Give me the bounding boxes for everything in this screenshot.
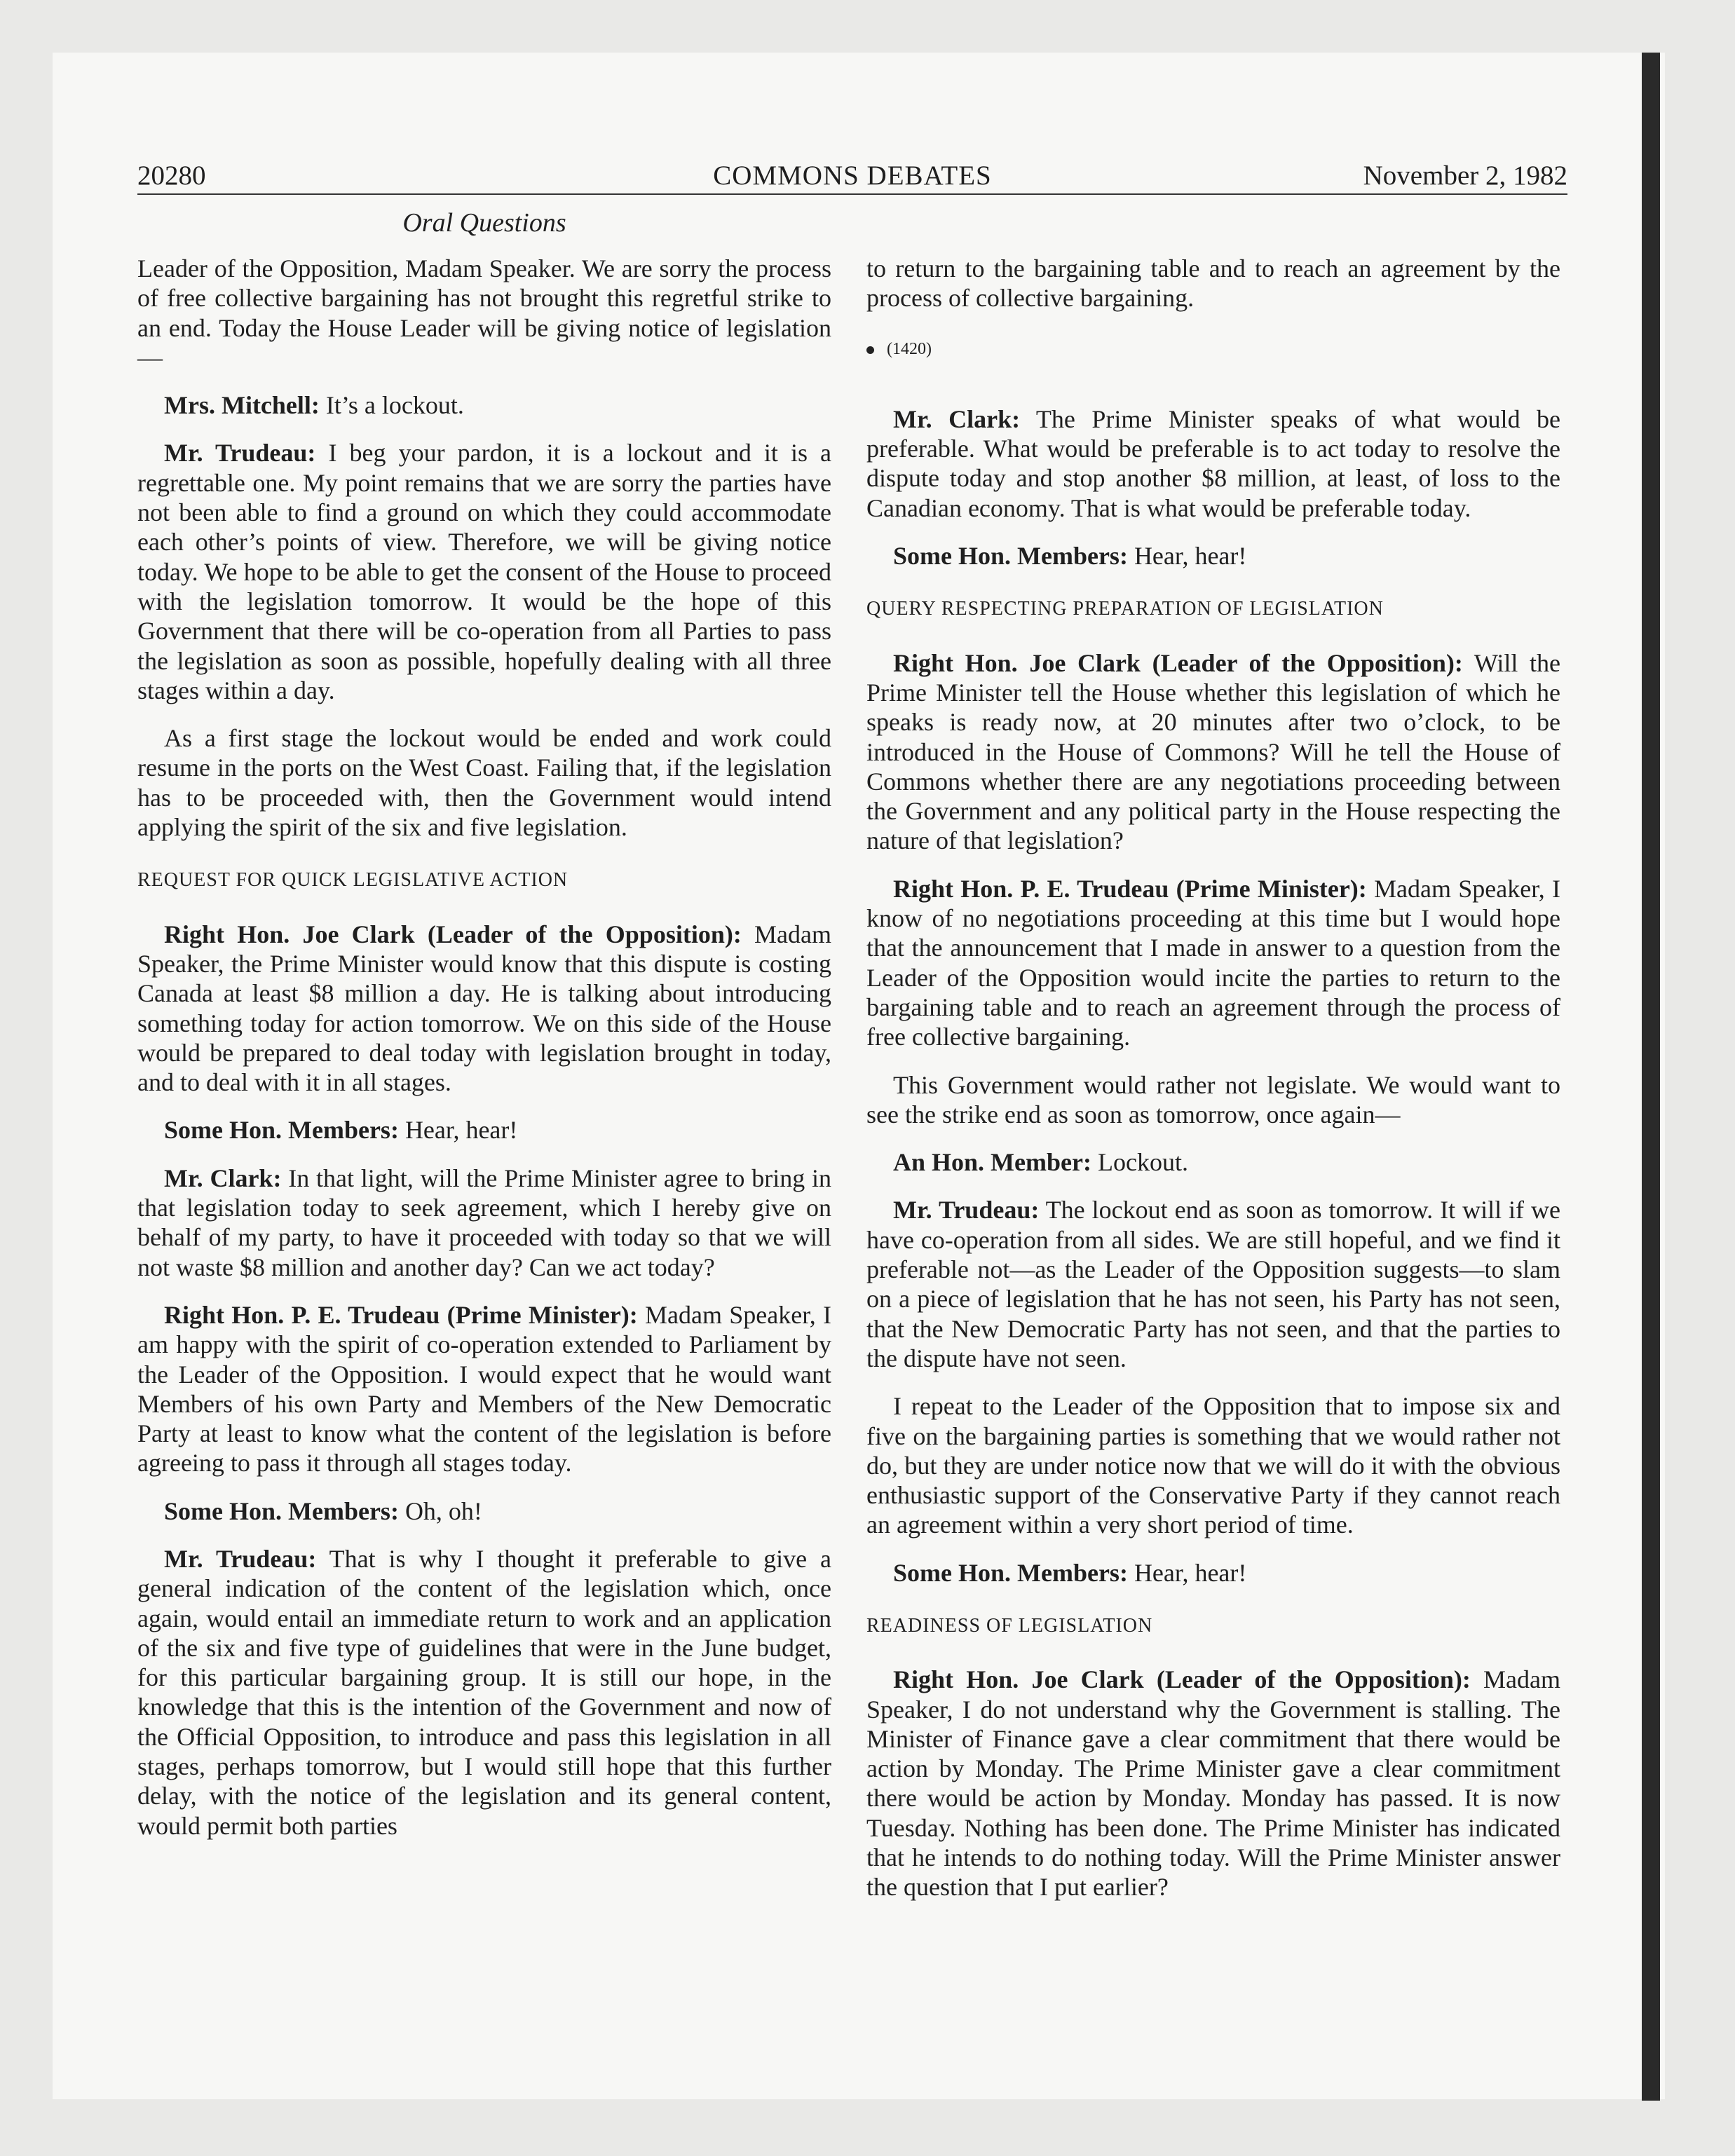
speaker-name: Right Hon. P. E. Trudeau (Prime Minister): <box>164 1300 638 1329</box>
paragraph <box>137 438 831 705</box>
speaker-name: Right Hon. Joe Clark (Leader of the Opposition): <box>893 648 1463 677</box>
paragraph <box>137 1300 831 1478</box>
paragraph <box>137 1115 831 1145</box>
paragraph <box>866 1147 1560 1177</box>
speech-text: Hear, hear! <box>398 1116 518 1145</box>
paragraph <box>866 1195 1560 1373</box>
right-column <box>866 254 1560 1920</box>
speech-text: Madam Speaker, I am happy with the spirit of co-operation extended to Parliament by the Leader of the Opposition. I would expect that he would want Members of his own Party and Members of the New Democratic Party at least to know what the content of the legislation is before agreeing to pass it through all stages today. <box>137 1300 831 1478</box>
speech-text: That is why I thought it preferable to give a general indication of the content of the legislation which, once again, would entail an immediate return to work and an application of the six and five type of guidelines that were in the June budget, for this particular bargaining group. It is still our hope, in the knowledge that this is the intention of the Government and now of the Official Opposition, to introduce and pass this legislation in all stages, perhaps tomorrow, but I would still hope that this further delay, with the notice of the legislation and its general content, would permit both parties <box>137 1544 831 1840</box>
speaker-name: Some Hon. Members: <box>893 1558 1128 1587</box>
header-rule <box>137 193 1567 195</box>
speaker-name: Mr. Trudeau: <box>164 1544 317 1573</box>
speaker-name: An Hon. Member: <box>893 1148 1091 1177</box>
speech-text: It’s a lockout. <box>319 391 464 420</box>
speech-text: I beg your pardon, it is a lockout and it is a regrettable one. My point remains that we are sorry the parties have not been able to find a ground on which they could accommodate each other’s points of view. Therefore, we will be giving notice today. We hope to be able to get the consent of the House to proceed with the legislation tomorrow. It would be the hope of this Government that there will be co-operation from all Parties to pass the legislation as soon as possible, hopefully dealing with all three stages within a day. <box>137 439 831 704</box>
speech-text: Oh, oh! <box>398 1496 482 1525</box>
speech-text: In that light, will the Prime Minister agree to bring in that legislation today to seek agreement, which I hereby give on behalf of my party, to have it proceeded with today so that we will not waste $8 million and another day? Can we act today? <box>137 1164 831 1281</box>
paragraph <box>866 1558 1560 1588</box>
speaker-name: Mrs. Mitchell: <box>164 391 320 420</box>
paragraph <box>866 541 1560 571</box>
page-edge-shadow <box>1642 53 1660 2101</box>
speaker-name: Right Hon. Joe Clark (Leader of the Opposition): <box>164 920 742 948</box>
speaker-name: Right Hon. P. E. Trudeau (Prime Minister): <box>893 874 1367 903</box>
subheading: READINESS OF LEGISLATION <box>866 1614 1153 1637</box>
speech-text: Madam Speaker, I know of no negotiations proceeding at this time but I would hope that the announcement that I made in answer to a question from the Leader of the Opposition would incite the parties to return to the bargaining table and to reach an agreement through the process of free collective bargaining. <box>866 874 1560 1051</box>
speech-text: Hear, hear! <box>1127 1558 1247 1587</box>
paragraph <box>866 404 1560 523</box>
paragraph: As a first stage the lockout would be ended and work could resume in the ports on the West Coast. Failing that, if the legislation has to be proceeded with, then the Government would intend applying the spirit of the six and five legislation. <box>137 724 831 842</box>
speaker-name: Mr. Trudeau: <box>893 1196 1040 1224</box>
time-marker <box>866 334 1560 364</box>
speech-text: Lockout. <box>1091 1148 1188 1177</box>
speaker-name: Some Hon. Members: <box>893 542 1128 571</box>
speaker-name: Mr. Clark: <box>164 1164 282 1192</box>
speech-text: Will the Prime Minister tell the House whether this legislation of which he speaks is ready now, at 20 minutes after two o’clock, to be introduced in the House of Commons? Will he tell the House of Commons whether there are any negotiations proceeding between the Government and any political party in the House respecting the nature of that legislation? <box>866 648 1561 855</box>
speech-text: The Prime Minister speaks of what would be preferable. What would be preferable is to act today to resolve the dispute today and stop another $8 million, at least, of loss to the Canadian economy. That is what would be preferable today. <box>866 404 1561 522</box>
speaker-name: Some Hon. Members: <box>164 1496 399 1525</box>
paragraph <box>137 1164 831 1282</box>
running-title: COMMONS DEBATES <box>713 161 992 191</box>
speech-text: Hear, hear! <box>1127 542 1247 571</box>
header-date: November 2, 1982 <box>1363 161 1567 191</box>
speaker-name: Mr. Clark: <box>893 404 1021 433</box>
paragraph: Leader of the Opposition, Madam Speaker. We are sorry the process of free collective bargaining has not brought this regretful strike to an end. Today the House Leader will be giving notice of legislation— <box>137 254 831 371</box>
paragraph <box>866 648 1560 856</box>
time-marker-text: (1420) <box>887 339 932 358</box>
paragraph: to return to the bargaining table and to reach an agreement by the process of collective bargaining. <box>866 254 1560 313</box>
speech-text: Madam Speaker, the Prime Minister would know that this dispute is costing Canada at least $8 million a day. He is talking about introducing something today for action tomorrow. We on this side of the House would be prepared to deal today with legislation brought in today, and to deal with it in all stages. <box>137 920 832 1097</box>
subheading: REQUEST FOR QUICK LEGISLATIVE ACTION <box>137 869 569 892</box>
section-title: Oral Questions <box>402 208 566 238</box>
subheading: QUERY RESPECTING PREPARATION OF LEGISLATION <box>866 598 1384 620</box>
speech-text: Madam Speaker, I do not understand why the Government is stalling. The Minister of Finance gave a clear commitment that there would be action by Monday. The Prime Minister gave a clear commitment there would be action by Monday. Monday has passed. It is now Tuesday. Nothing has been done. The Prime Minister has indicated that he intends to do nothing today. Will the Prime Minister answer the question that I put earlier? <box>866 1665 1561 1902</box>
paragraph <box>866 1665 1560 1902</box>
paragraph <box>137 1544 831 1841</box>
page-number: 20280 <box>137 161 206 191</box>
paragraph: This Government would rather not legislate. We would want to see the strike end as soon as tomorrow, once again— <box>866 1070 1560 1128</box>
speaker-name: Some Hon. Members: <box>164 1116 399 1145</box>
bullet-icon <box>866 346 874 354</box>
paragraph <box>137 920 831 1098</box>
paragraph <box>137 390 831 420</box>
left-column <box>137 254 831 1859</box>
speech-text: The lockout end as soon as tomorrow. It will if we have co-operation from all sides. We are still hopeful, and we find it preferable not—as the Leader of the Opposition suggests—to slam on a piece of legislation that he has not seen, his Party has not seen, that the New Democratic Party has not seen, and that the parties to the dispute have not seen. <box>866 1196 1560 1372</box>
paragraph: I repeat to the Leader of the Opposition that to impose six and five on the bargaining parties is something that we would rather not do, but they are under notice now that we will do it with the obvious enthusiastic support of the Conservative Party if they cannot reach an agreement within a very short period of time. <box>866 1392 1560 1539</box>
paragraph <box>137 1496 831 1526</box>
paragraph <box>866 874 1560 1052</box>
speaker-name: Mr. Trudeau: <box>164 439 316 468</box>
speaker-name: Right Hon. Joe Clark (Leader of the Opposition): <box>893 1665 1471 1694</box>
